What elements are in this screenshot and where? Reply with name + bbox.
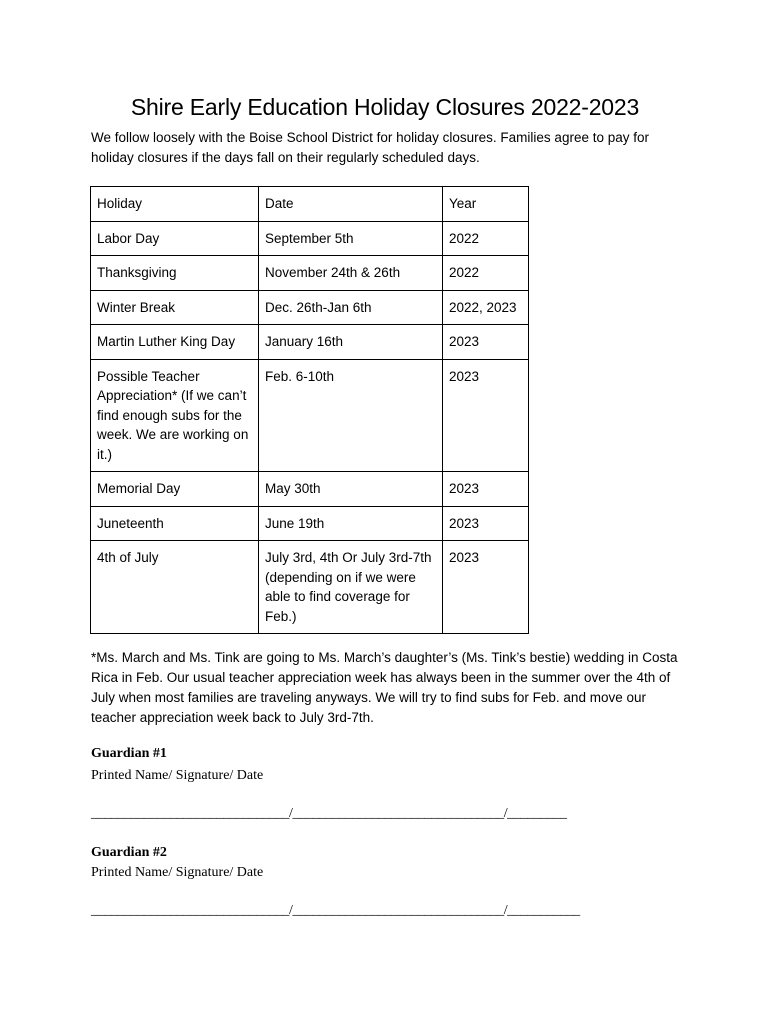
year-cell: 2023: [443, 325, 529, 360]
holiday-table: [90, 186, 529, 634]
holiday-cell: Martin Luther King Day: [91, 325, 259, 360]
guardian-1-label: Printed Name/ Signature/ Date: [91, 768, 264, 783]
guardian-1-heading: Guardian #1: [91, 746, 167, 761]
footnote-paragraph: *Ms. March and Ms. Tink are going to Ms. March’s daughter’s (Ms. Tink’s bestie) wedding in Costa Rica in Feb. Our usual teacher appreciation week has always been in the summer over the 4th of July when most families are traveling anyways. We will try to find subs for Feb. and move our teacher appreciation week back to July 3rd-7th.: [91, 650, 678, 725]
header-cell-holiday: Holiday: [91, 187, 259, 222]
year-cell: 2022, 2023: [443, 290, 529, 325]
holiday-cell: Memorial Day: [91, 472, 259, 507]
year-cell: 2023: [443, 359, 529, 472]
holiday-cell: Labor Day: [91, 221, 259, 256]
table-row: [91, 221, 529, 256]
header-cell-date: Date: [259, 187, 443, 222]
table-row: [91, 506, 529, 541]
date-cell: June 19th: [259, 506, 443, 541]
date-cell: January 16th: [259, 325, 443, 360]
year-cell: 2022: [443, 221, 529, 256]
guardian-2-heading: Guardian #2: [91, 845, 167, 860]
holiday-cell: Juneteenth: [91, 506, 259, 541]
guardian-2-signature-line[interactable]: ______________________________/________________________________/___________: [91, 903, 580, 918]
date-cell: July 3rd, 4th Or July 3rd-7th (depending on if we were able to find coverage for Feb.): [259, 541, 443, 634]
header-cell-year: Year: [443, 187, 529, 222]
page-title: Shire Early Education Holiday Closures 2022-2023: [130, 94, 640, 120]
date-cell: May 30th: [259, 472, 443, 507]
date-cell: Dec. 26th-Jan 6th: [259, 290, 443, 325]
intro-paragraph: We follow loosely with the Boise School District for holiday closures. Families agree to pay for holiday closures if the days fall on their regularly scheduled days.: [91, 130, 649, 165]
table-row: [91, 359, 529, 472]
date-cell: Feb. 6-10th: [259, 359, 443, 472]
holiday-cell: Thanksgiving: [91, 256, 259, 291]
year-cell: 2023: [443, 472, 529, 507]
guardian-1-signature-line[interactable]: ______________________________/________________________________/_________: [91, 806, 567, 821]
year-cell: 2023: [443, 541, 529, 634]
table-row: [91, 325, 529, 360]
guardian-2-label: Printed Name/ Signature/ Date: [91, 865, 264, 880]
date-cell: November 24th & 26th: [259, 256, 443, 291]
table-row: [91, 290, 529, 325]
table-row: [91, 541, 529, 634]
date-cell: September 5th: [259, 221, 443, 256]
year-cell: 2022: [443, 256, 529, 291]
holiday-cell: Possible Teacher Appreciation* (If we can’t find enough subs for the week. We are working on it.): [91, 359, 259, 472]
holiday-cell: Winter Break: [91, 290, 259, 325]
year-cell: 2023: [443, 506, 529, 541]
table-header-row: [91, 187, 529, 222]
holiday-cell: 4th of July: [91, 541, 259, 634]
table-row: [91, 256, 529, 291]
table-row: [91, 472, 529, 507]
